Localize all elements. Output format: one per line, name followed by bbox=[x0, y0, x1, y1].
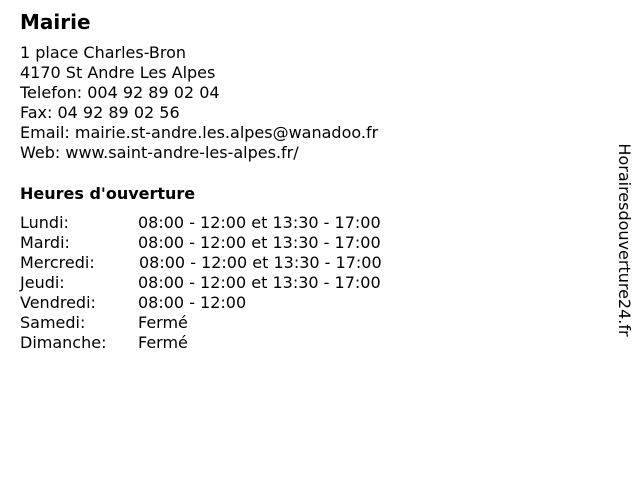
hours-heading: Heures d'ouverture bbox=[20, 184, 196, 203]
day-hours: 08:00 - 12:00 et 13:30 - 17:00 bbox=[139, 253, 382, 272]
page-title: Mairie bbox=[20, 10, 91, 34]
day-label: Mardi: bbox=[20, 233, 70, 252]
day-label: Jeudi: bbox=[20, 273, 65, 292]
day-hours: Fermé bbox=[138, 333, 188, 352]
day-label: Lundi: bbox=[20, 213, 69, 232]
day-label: Vendredi: bbox=[20, 293, 96, 312]
day-hours: 08:00 - 12:00 et 13:30 - 17:00 bbox=[138, 213, 381, 232]
day-label: Samedi: bbox=[20, 313, 86, 332]
street-address: 1 place Charles-Bron bbox=[20, 43, 187, 62]
city-postal: 4170 St Andre Les Alpes bbox=[20, 63, 216, 82]
day-hours: 08:00 - 12:00 et 13:30 - 17:00 bbox=[138, 233, 381, 252]
day-label: Dimanche: bbox=[20, 333, 107, 352]
day-hours: 08:00 - 12:00 bbox=[138, 293, 247, 312]
address-block bbox=[20, 43, 378, 163]
fax-line: Fax: 04 92 89 02 56 bbox=[20, 103, 180, 122]
site-watermark-label: Horairesdouverture24.fr bbox=[615, 143, 634, 337]
telefon-line: Telefon: 004 92 89 02 04 bbox=[20, 83, 220, 102]
web-line: Web: www.saint-andre-les-alpes.fr/ bbox=[20, 143, 299, 162]
email-line: Email: mairie.st-andre.les.alpes@wanadoo.fr bbox=[20, 123, 379, 142]
day-hours: Fermé bbox=[138, 313, 188, 332]
day-label: Mercredi: bbox=[20, 253, 95, 272]
day-hours: 08:00 - 12:00 et 13:30 - 17:00 bbox=[138, 273, 381, 292]
